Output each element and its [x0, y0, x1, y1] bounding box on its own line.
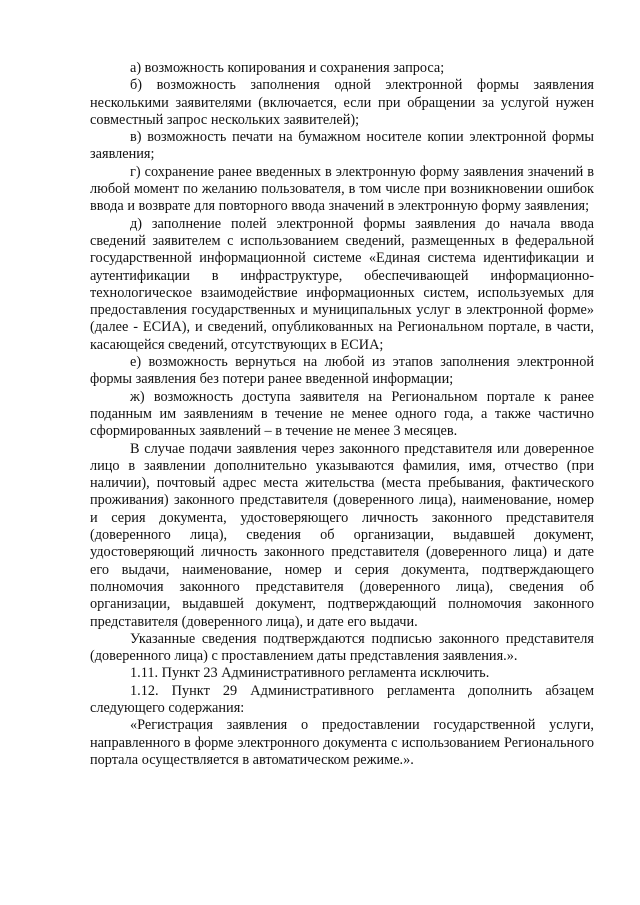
paragraph-item-g: г) сохранение ранее введенных в электронную форму заявления значений в любой момент по желанию пользователя, в том числе при возникновении ошибок ввода и возврате для повторного ввода значений в электронную форму заявления;: [90, 163, 594, 215]
paragraph-representative: В случае подачи заявления через законного представителя или доверенное лицо в заявлении дополнительно указываются фамилия, имя, отчество (при наличии), почтовый адрес места жительства (места пребывания, фактического проживания) законного представителя (доверенного лица), наименование, номер и серия документа, удостоверяющего личность законного представителя (доверенного лица), сведения об организации, выдавшей документ, удостоверяющий личность законного представителя (доверенного лица) и дате его выдачи, наименование, номер и серия документа, подтверждающего полномочия законного представителя (доверенного лица), сведения об организации, выдавшей документ, подтверждающий полномочия законного представителя (доверенного лица), и дате его выдачи.: [90, 440, 594, 630]
document-page: [90, 60, 594, 769]
paragraph-registration: «Регистрация заявления о предоставлении государственной услуги, направленного в форме электронного документа с использованием Регионального портала осуществляется в автоматическом режиме.».: [90, 717, 594, 768]
paragraph-item-b: б) возможность заполнения одной электронной формы заявления несколькими заявителями (включается, если при обращении за услугой нужен совместный запрос нескольких заявителей);: [90, 77, 594, 128]
paragraph-item-v: в) возможность печати на бумажном носителе копии электронной формы заявления;: [90, 129, 594, 163]
paragraph-1-12: 1.12. Пункт 29 Административного регламента дополнить абзацем следующего содержания:: [90, 682, 594, 716]
paragraph-confirmation: Указанные сведения подтверждаются подписью законного представителя (доверенного лица) с проставлением даты представления заявления.».: [90, 630, 594, 665]
paragraph-1-11: 1.11. Пункт 23 Административного регламента исключить.: [130, 665, 490, 682]
paragraph-item-zh: ж) возможность доступа заявителя на Региональном портале к ранее поданным им заявлениям в течение не менее одного года, а также частично сформированных заявлений – в течение не менее 3 месяцев.: [90, 388, 594, 440]
paragraph-item-e: е) возможность вернуться на любой из этапов заполнения электронной формы заявления без потери ранее введенной информации;: [90, 354, 594, 388]
paragraph-item-d: д) заполнение полей электронной формы заявления до начала ввода сведений заявителем с использованием сведений, размещенных в федеральной государственной информационной системе «Единая система идентификации и аутентификации в инфраструктуре, обеспечивающей информационно-технологическое взаимодействие информационных систем, используемых для предоставления государственных и муниципальных услуг в электронной форме» (далее - ЕСИА), и сведений, опубликованных на Региональном портале, в части, касающейся сведений, отсутствующих в ЕСИА;: [90, 215, 594, 353]
paragraph-item-a: а) возможность копирования и сохранения запроса;: [130, 60, 445, 76]
